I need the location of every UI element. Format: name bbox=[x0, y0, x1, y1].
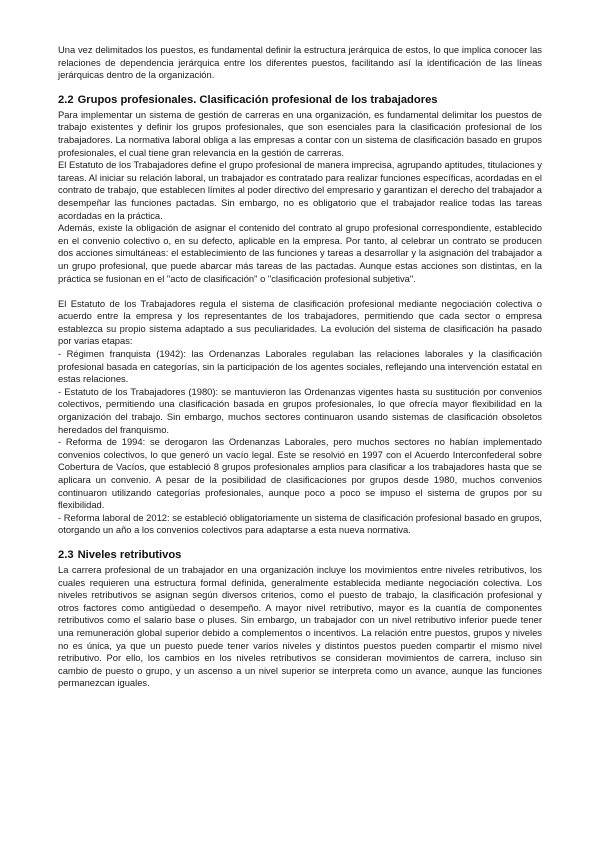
list-item: - Reforma de 1994: se derogaron las Ordenanzas Laborales, pero muchos sectores no habían implementado convenios colectivos, lo que generó un vacío legal. Este se resolvió en 1997 con el Acuerdo Interconfederal sobre Cobertura de Vacíos, que estableció 8 grupos profesionales amplios para clasificar a los trabajadores hasta que se aplicara un convenio. A pesar de la posibilidad de clasificaciones por grupos desde 1980, muchos convenios continuaron utilizando categorías profesionales, aunque poco a poco se impuso el sistema de grupos por su flexibilidad. bbox=[58, 436, 542, 511]
paragraph: La carrera profesional de un trabajador en una organización incluye los movimientos entre niveles retributivos, los cuales requieren una estructura formal definida, generalmente establecida mediante negociación colectiva. Los niveles retributivos se asignan según diversos criterios, como el puesto de trabajo, la clasificación profesional y otros factores como antigüedad o desempeño. A mayor nivel retributivo, mayor es la cuantía de componentes retributivos como el salario base o pluses. Sin embargo, un trabajador con un nivel retributivo inferior puede tener una remuneración global superior debido a complementos o incentivos. La relación entre puestos, grupos y niveles no es única, ya que un puesto puede tener varios niveles y distintos puestos pueden compartir el mismo nivel retributivo. Por ello, los cambios en los niveles retributivos se consideran movimientos de carrera, incluso sin cambio de puesto o grupo, y un ascenso a un nivel superior se interpreta como un avance, aunque las funciones permanezcan iguales. bbox=[58, 563, 542, 689]
section-number: 2.3 bbox=[58, 548, 74, 561]
list-item: - Reforma laboral de 2012: se estableció obligatoriamente un sistema de clasificación profesional basado en grupos, otorgando un año a los convenios colectivos para adaptarse a esta nueva normativa. bbox=[58, 511, 542, 536]
list-item: - Régimen franquista (1942): las Ordenanzas Laborales regulaban las relaciones laborales y la clasificación profesional basada en categorías, sin la participación de los agentes sociales, reflejando una intervención estatal en estas relaciones. bbox=[58, 348, 542, 385]
section-title: Grupos profesionales. Clasificación profesional de los trabajadores bbox=[77, 93, 438, 106]
section-title: Niveles retributivos bbox=[77, 548, 182, 561]
section-2-3-heading bbox=[58, 548, 542, 562]
paragraph: Además, existe la obligación de asignar el contenido del contrato al grupo profesional correspondiente, establecido en el convenio colectivo o, en su defecto, aplicable en la empresa. Por tanto, al celebrar un contrato se producen dos acciones simultáneas: el establecimiento de las funciones y tareas a desarrollar y la asignación del trabajador a un grupo profesional, que puede abarcar más tareas de las pactadas. Aunque estas acciones son distintas, en la práctica se fusionan en el "acto de clasificación" o "clasificación profesional subjetiva". bbox=[58, 222, 542, 284]
section-2-2-heading bbox=[58, 93, 542, 107]
paragraph: El Estatuto de los Trabajadores regula el sistema de clasificación profesional mediante negociación colectiva o acuerdo entre la empresa y los representantes de los trabajadores, permitiendo que cada sector o empresa establezca su propio sistema adaptado a sus peculiaridades. La evolución del sistema de clasificación ha pasado por varias etapas: bbox=[58, 297, 542, 347]
section-number: 2.2 bbox=[58, 93, 74, 106]
intro-paragraph: Una vez delimitados los puestos, es fundamental definir la estructura jerárquica de estos, lo que implica conocer las relaciones de dependencia jerárquica entre los diferentes puestos, facilitando así la identificación de las líneas jerárquicas dentro de la organización. bbox=[58, 44, 542, 81]
paragraph: Para implementar un sistema de gestión de carreras en una organización, es fundamental delimitar los puestos de trabajo existentes y definir los grupos profesionales, que son esenciales para la clasificación profesional de los trabajadores. La normativa laboral obliga a las empresas a contar con un sistema de clasificación basado en grupos profesionales, el cual tiene gran relevancia en la gestión de carreras. bbox=[58, 108, 542, 158]
paragraph: El Estatuto de los Trabajadores define el grupo profesional de manera imprecisa, agrupando aptitudes, titulaciones y tareas. Al iniciar su relación laboral, un trabajador es contratado para realizar funciones específicas, acordadas en el contrato de trabajo, que establecen límites al poder directivo del empresario y garantizan el derecho del trabajador a desempeñar las funciones pactadas. Sin embargo, no es obligatorio que el trabajador realice todas las tareas acordadas en la práctica. bbox=[58, 159, 542, 221]
list-item: - Estatuto de los Trabajadores (1980): se mantuvieron las Ordenanzas vigentes hasta su sustitución por convenios colectivos, permitiendo una clasificación basada en grupos profesionales, lo que ofrecía mayor flexibilidad en la organización del trabajo. Sin embargo, muchos sectores continuaron usando sistemas de clasificación obsoletos heredados del franquismo. bbox=[58, 385, 542, 435]
